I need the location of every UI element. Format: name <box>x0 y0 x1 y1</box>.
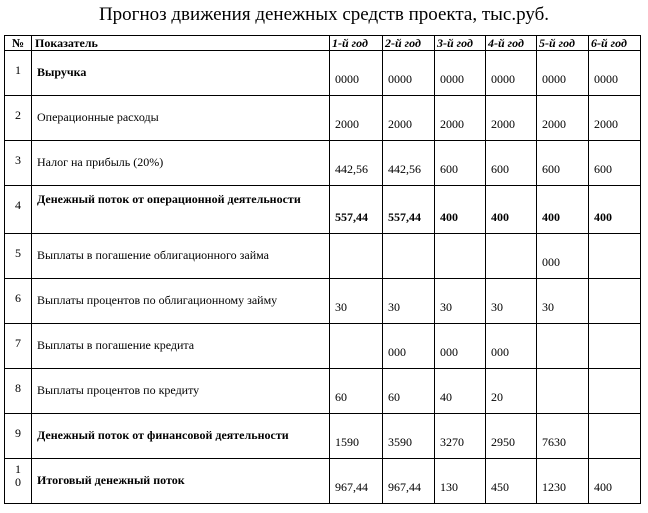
value-cell-year-6 <box>589 279 641 324</box>
table-row <box>5 186 641 234</box>
table-row <box>5 414 641 459</box>
value-cell-year-3: 30 <box>435 279 486 324</box>
value-cell-year-1: 2000 <box>330 96 383 141</box>
row-number <box>5 459 32 504</box>
value-cell-year-2: 60 <box>383 369 435 414</box>
value-cell-year-4: 20 <box>486 369 537 414</box>
table-row <box>5 324 641 369</box>
value-cell-year-2: 967,44 <box>383 459 435 504</box>
row-number-digit: 1 <box>15 462 21 476</box>
value-cell-year-2: 30 <box>383 279 435 324</box>
row-label: Операционные расходы <box>32 96 330 141</box>
value-cell-year-2 <box>383 234 435 279</box>
row-number: 6 <box>5 279 32 324</box>
value-cell-year-3: 0000 <box>435 51 486 96</box>
value-cell-year-5: 2000 <box>537 96 589 141</box>
value-cell-year-5: 600 <box>537 141 589 186</box>
value-cell-year-1: 557,44 <box>330 186 383 234</box>
row-label: Денежный поток от операционной деятельности <box>32 186 330 234</box>
table-row <box>5 234 641 279</box>
value-cell-year-6: 400 <box>589 459 641 504</box>
value-cell-year-2: 0000 <box>383 51 435 96</box>
row-number: 4 <box>5 186 32 234</box>
value-cell-year-5: 30 <box>537 279 589 324</box>
table-row <box>5 51 641 96</box>
table-row <box>5 459 641 504</box>
row-label: Налог на прибыль (20%) <box>32 141 330 186</box>
value-cell-year-6 <box>589 414 641 459</box>
value-cell-year-3: 3270 <box>435 414 486 459</box>
value-cell-year-3 <box>435 234 486 279</box>
value-cell-year-4: 450 <box>486 459 537 504</box>
header-year-4: 4-й год <box>486 36 537 51</box>
row-label: Выплаты процентов по кредиту <box>32 369 330 414</box>
row-number: 5 <box>5 234 32 279</box>
table-body <box>5 51 641 504</box>
value-cell-year-3: 400 <box>435 186 486 234</box>
table-row <box>5 96 641 141</box>
value-cell-year-2: 557,44 <box>383 186 435 234</box>
value-cell-year-6 <box>589 234 641 279</box>
value-cell-year-1 <box>330 324 383 369</box>
value-cell-year-5: 1230 <box>537 459 589 504</box>
document-title: Прогноз движения денежных средств проекта, тыс.руб. <box>98 4 550 25</box>
header-year-6: 6-й год <box>589 36 641 51</box>
table-header-row <box>5 36 641 51</box>
row-label: Итоговый денежный поток <box>32 459 330 504</box>
value-cell-year-3: 000 <box>435 324 486 369</box>
row-label: Денежный поток от финансовой деятельности <box>32 414 330 459</box>
value-cell-year-4: 600 <box>486 141 537 186</box>
table-row <box>5 369 641 414</box>
value-cell-year-4: 000 <box>486 324 537 369</box>
row-number: 1 <box>5 51 32 96</box>
row-number: 2 <box>5 96 32 141</box>
header-year-1: 1-й год <box>330 36 383 51</box>
header-number: № <box>5 36 32 51</box>
header-year-5: 5-й год <box>537 36 589 51</box>
row-number-digit: 0 <box>15 475 21 489</box>
value-cell-year-1 <box>330 234 383 279</box>
value-cell-year-2: 2000 <box>383 96 435 141</box>
value-cell-year-4: 400 <box>486 186 537 234</box>
value-cell-year-5 <box>537 369 589 414</box>
value-cell-year-3: 40 <box>435 369 486 414</box>
value-cell-year-1: 442,56 <box>330 141 383 186</box>
value-cell-year-6: 600 <box>589 141 641 186</box>
header-year-3: 3-й год <box>435 36 486 51</box>
row-label: Выплаты в погашение кредита <box>32 324 330 369</box>
value-cell-year-5: 0000 <box>537 51 589 96</box>
value-cell-year-1: 0000 <box>330 51 383 96</box>
row-number: 7 <box>5 324 32 369</box>
value-cell-year-5 <box>537 324 589 369</box>
value-cell-year-5: 400 <box>537 186 589 234</box>
value-cell-year-3: 600 <box>435 141 486 186</box>
value-cell-year-6: 400 <box>589 186 641 234</box>
value-cell-year-3: 2000 <box>435 96 486 141</box>
row-number: 9 <box>5 414 32 459</box>
value-cell-year-1: 60 <box>330 369 383 414</box>
value-cell-year-6: 0000 <box>589 51 641 96</box>
row-label: Выплаты в погашение облигационного займа <box>32 234 330 279</box>
value-cell-year-2: 442,56 <box>383 141 435 186</box>
value-cell-year-1: 1590 <box>330 414 383 459</box>
value-cell-year-2: 000 <box>383 324 435 369</box>
row-label: Выплаты процентов по облигационному займу <box>32 279 330 324</box>
value-cell-year-6 <box>589 369 641 414</box>
value-cell-year-1: 30 <box>330 279 383 324</box>
header-indicator: Показатель <box>32 36 330 51</box>
row-number: 8 <box>5 369 32 414</box>
header-year-2: 2-й год <box>383 36 435 51</box>
value-cell-year-4: 30 <box>486 279 537 324</box>
value-cell-year-5: 7630 <box>537 414 589 459</box>
value-cell-year-2: 3590 <box>383 414 435 459</box>
table-row <box>5 141 641 186</box>
table-row <box>5 279 641 324</box>
value-cell-year-5: 000 <box>537 234 589 279</box>
value-cell-year-4: 2950 <box>486 414 537 459</box>
value-cell-year-6 <box>589 324 641 369</box>
cash-flow-table <box>4 35 641 504</box>
value-cell-year-1: 967,44 <box>330 459 383 504</box>
row-label: Выручка <box>32 51 330 96</box>
value-cell-year-6: 2000 <box>589 96 641 141</box>
value-cell-year-4: 2000 <box>486 96 537 141</box>
value-cell-year-4 <box>486 234 537 279</box>
value-cell-year-3: 130 <box>435 459 486 504</box>
row-number: 3 <box>5 141 32 186</box>
value-cell-year-4: 0000 <box>486 51 537 96</box>
